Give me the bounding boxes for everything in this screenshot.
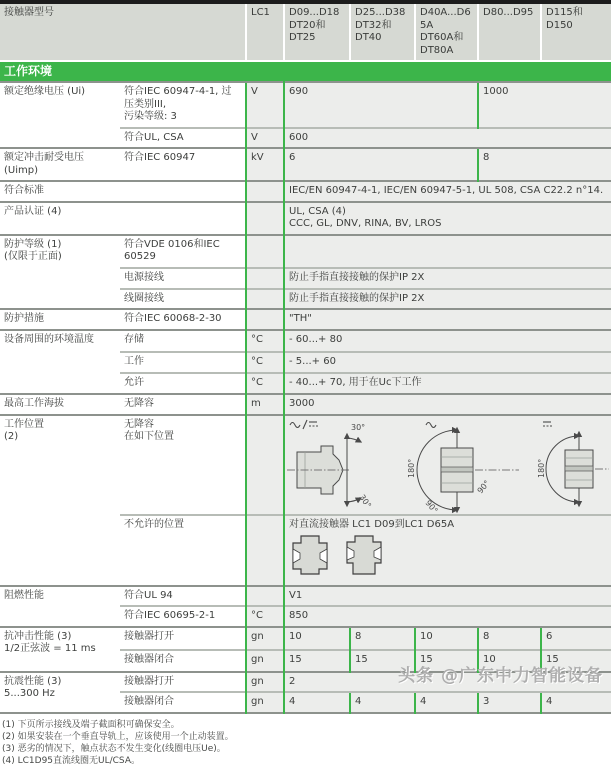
position-not-allowed-unit-empty xyxy=(246,515,284,586)
not-allowed-shape-2 xyxy=(347,536,381,574)
ambient-storage-value: - 60...+ 80 xyxy=(284,330,611,352)
header-col-2-line2: DT32和DT40 xyxy=(355,20,410,45)
shock-closed-desc: 接触器闭合 xyxy=(120,650,246,672)
altitude-unit: m xyxy=(246,394,284,415)
row-ui-iec xyxy=(0,82,611,128)
row-treatment xyxy=(0,309,611,330)
uimp-value-6: 6 xyxy=(284,148,478,181)
position-desc xyxy=(120,415,246,515)
angle-180-dc: 180° xyxy=(537,458,546,477)
protection-coil-unit-empty xyxy=(246,289,284,310)
vibration-closed-v5: 4 xyxy=(541,692,611,713)
footnote-2: (2) 如果安装在一个垂直导轨上，应该使用一个止动装置。 xyxy=(2,731,609,743)
treatment-value: "TH" xyxy=(284,309,611,330)
shock-label-line1: 抗冲击性能 (3) xyxy=(4,631,116,644)
ac-symbol xyxy=(426,422,436,427)
protection-coil-value: 防止手指直接接触的保护IP 2X xyxy=(284,289,611,310)
shock-label xyxy=(0,627,120,672)
certification-value xyxy=(284,202,611,235)
vibration-closed-unit: gn xyxy=(246,692,284,713)
ambient-operation-unit: °C xyxy=(246,352,284,373)
shock-open-v4: 8 xyxy=(478,627,541,650)
vibration-label-line1: 抗震性能 (3) xyxy=(4,676,116,689)
vibration-closed-v3: 4 xyxy=(415,692,478,713)
vibration-open-unit: gn xyxy=(246,672,284,693)
certification-value-line2: CCC, GL, DNV, RINA, BV, LROS xyxy=(289,218,607,231)
row-shock-open xyxy=(0,627,611,650)
flammability-ul-unit-empty xyxy=(246,586,284,607)
ui-label: 额定绝缘电压 (Ui) xyxy=(0,82,120,148)
shock-open-desc: 接触器打开 xyxy=(120,627,246,650)
row-position xyxy=(0,415,611,515)
ui-ul-unit: V xyxy=(246,128,284,149)
vibration-closed-v1: 4 xyxy=(284,692,350,713)
ui-value-690: 690 xyxy=(284,82,478,128)
shock-open-v5: 6 xyxy=(541,627,611,650)
row-altitude xyxy=(0,394,611,415)
flammability-label: 阻燃性能 xyxy=(0,586,120,627)
not-allowed-diagrams xyxy=(289,533,409,577)
shock-open-v1: 10 xyxy=(284,627,350,650)
shock-closed-v4: 10 xyxy=(478,650,541,672)
vibration-label xyxy=(0,672,120,713)
position-diagram-dc-front xyxy=(537,432,609,506)
not-allowed-shape-1 xyxy=(293,536,327,574)
ui-desc-line2: 污染等级: 3 xyxy=(124,111,241,124)
flammability-iec-desc: 符合IEC 60695-2-1 xyxy=(120,606,246,627)
certification-label: 产品认证 (4) xyxy=(0,202,246,235)
ac-dc-symbol xyxy=(290,420,318,429)
shock-closed-v1: 15 xyxy=(284,650,350,672)
protection-label xyxy=(0,235,120,310)
ui-unit: V xyxy=(246,82,284,128)
ambient-permissible-unit: °C xyxy=(246,373,284,394)
footnote-3: (3) 恶劣的情况下，触点状态不发生变化(线圈电压Ue)。 xyxy=(2,743,609,755)
position-diagram-ac-front xyxy=(407,428,519,515)
position-label-line2: (2) xyxy=(4,431,116,444)
protection-unit-empty xyxy=(246,235,284,268)
row-certification xyxy=(0,202,611,235)
uimp-unit: kV xyxy=(246,148,284,181)
angle-30-top: 30° xyxy=(351,423,365,432)
shock-open-v2: 8 xyxy=(350,627,415,650)
protection-value-empty xyxy=(284,235,611,268)
protection-power-unit-empty xyxy=(246,268,284,289)
header-col-4: D80...D95 xyxy=(478,4,541,61)
uimp-value-8: 8 xyxy=(478,148,611,181)
header-col-3 xyxy=(415,4,478,61)
flammability-iec-value: 850 xyxy=(284,606,611,627)
ambient-operation-desc: 工作 xyxy=(120,352,246,373)
row-flammability-ul xyxy=(0,586,611,607)
angle-30-bottom: 30° xyxy=(357,492,373,509)
uimp-label: 额定冲击耐受电压 (Uimp) xyxy=(0,148,120,181)
shock-open-unit: gn xyxy=(246,627,284,650)
ui-value-600: 600 xyxy=(284,128,611,149)
section-title: 工作环境 xyxy=(0,61,611,82)
spec-table xyxy=(0,4,611,714)
header-col-1-line1: D09...D18 xyxy=(289,7,345,20)
ui-desc-line1: 符合IEC 60947-4-1, 过压类别III, xyxy=(124,86,241,111)
position-label xyxy=(0,415,120,586)
position-diagram-side-view xyxy=(287,423,373,510)
protection-label-line2: (仅限于正面) xyxy=(4,251,116,264)
ui-value-1000: 1000 xyxy=(478,82,611,128)
vibration-closed-desc: 接触器闭合 xyxy=(120,692,246,713)
dc-symbol xyxy=(543,422,552,426)
header-col-1 xyxy=(284,4,350,61)
protection-label-line1: 防护等级 (1) xyxy=(4,239,116,252)
protection-power-desc: 电源接线 xyxy=(120,268,246,289)
shock-open-v3: 10 xyxy=(415,627,478,650)
header-col-3-line2: DT60A和DT80A xyxy=(420,32,473,57)
position-unit-empty xyxy=(246,415,284,515)
standards-label: 符合标准 xyxy=(0,181,246,202)
ambient-label: 设备周围的环境温度 xyxy=(0,330,120,394)
shock-closed-unit: gn xyxy=(246,650,284,672)
vibration-open-value: 2 xyxy=(284,672,611,693)
shock-label-line2: 1/2正弦波 = 11 ms xyxy=(4,643,116,656)
row-ambient-storage xyxy=(0,330,611,352)
flammability-ul-desc: 符合UL 94 xyxy=(120,586,246,607)
certification-value-line1: UL, CSA (4) xyxy=(289,206,607,219)
header-col-2-line1: D25...D38 xyxy=(355,7,410,20)
standards-unit-empty xyxy=(246,181,284,202)
position-desc-line2: 在如下位置 xyxy=(124,431,241,444)
header-col-1-line2: DT20和DT25 xyxy=(289,20,345,45)
row-protection xyxy=(0,235,611,268)
position-not-allowed-caption: 对直流接触器 LC1 D09到LC1 D65A xyxy=(289,519,607,532)
vibration-label-line2: 5...300 Hz xyxy=(4,688,116,701)
angle-90-right: 90° xyxy=(476,478,492,495)
section-band xyxy=(0,61,611,82)
angle-180-ac: 180° xyxy=(407,458,416,477)
altitude-value: 3000 xyxy=(284,394,611,415)
altitude-desc: 无降容 xyxy=(120,394,246,415)
position-not-allowed-cell xyxy=(284,515,611,586)
header-col-3-line1: D40A...D65A xyxy=(420,7,473,32)
position-label-line1: 工作位置 xyxy=(4,419,116,432)
position-not-allowed-desc: 不允许的位置 xyxy=(120,515,246,586)
flammability-ul-value: V1 xyxy=(284,586,611,607)
table-header-row xyxy=(0,4,611,61)
ambient-storage-unit: °C xyxy=(246,330,284,352)
shock-closed-v3: 15 xyxy=(415,650,478,672)
ui-desc-iec xyxy=(120,82,246,128)
treatment-unit-empty xyxy=(246,309,284,330)
angle-90-left: 90° xyxy=(423,498,439,515)
protection-desc: 符合VDE 0106和IEC 60529 xyxy=(120,235,246,268)
header-col-2 xyxy=(350,4,415,61)
protection-coil-desc: 线圈接线 xyxy=(120,289,246,310)
vibration-closed-v2: 4 xyxy=(350,692,415,713)
footnote-1: (1) 下页所示接线及端子截面积可确保安全。 xyxy=(2,719,609,731)
footnotes xyxy=(0,714,611,767)
shock-closed-v2: 15 xyxy=(350,650,415,672)
ambient-permissible-value: - 40...+ 70, 用于在Uc下工作 xyxy=(284,373,611,394)
header-model-label: 接触器型号 xyxy=(0,4,246,61)
protection-power-value: 防止手指直接接触的保护IP 2X xyxy=(284,268,611,289)
standards-value: IEC/EN 60947-4-1, IEC/EN 60947-5-1, UL 508, CSA C22.2 n°14. xyxy=(284,181,611,202)
altitude-label: 最高工作海拔 xyxy=(0,394,120,415)
treatment-label: 防护措施 xyxy=(0,309,120,330)
treatment-desc: 符合IEC 60068-2-30 xyxy=(120,309,246,330)
vibration-closed-v4: 3 xyxy=(478,692,541,713)
ambient-permissible-desc: 允许 xyxy=(120,373,246,394)
certification-unit-empty xyxy=(246,202,284,235)
ambient-storage-desc: 存储 xyxy=(120,330,246,352)
ambient-operation-value: - 5...+ 60 xyxy=(284,352,611,373)
position-desc-line1: 无降容 xyxy=(124,419,241,432)
header-col-5: D115和D150 xyxy=(541,4,611,61)
row-uimp xyxy=(0,148,611,181)
header-series: LC1 xyxy=(246,4,284,61)
position-diagrams xyxy=(287,418,610,512)
position-diagrams-cell xyxy=(284,415,611,515)
flammability-iec-unit: °C xyxy=(246,606,284,627)
uimp-desc: 符合IEC 60947 xyxy=(120,148,246,181)
footnote-4: (4) LC1D95直流线圈无UL/CSA。 xyxy=(2,755,609,767)
row-standards xyxy=(0,181,611,202)
watermark: 头条 @广东中力智能设备 xyxy=(398,661,603,686)
vibration-open-desc: 接触器打开 xyxy=(120,672,246,693)
shock-closed-v5: 15 xyxy=(541,650,611,672)
ui-desc-ul: 符合UL, CSA xyxy=(120,128,246,149)
